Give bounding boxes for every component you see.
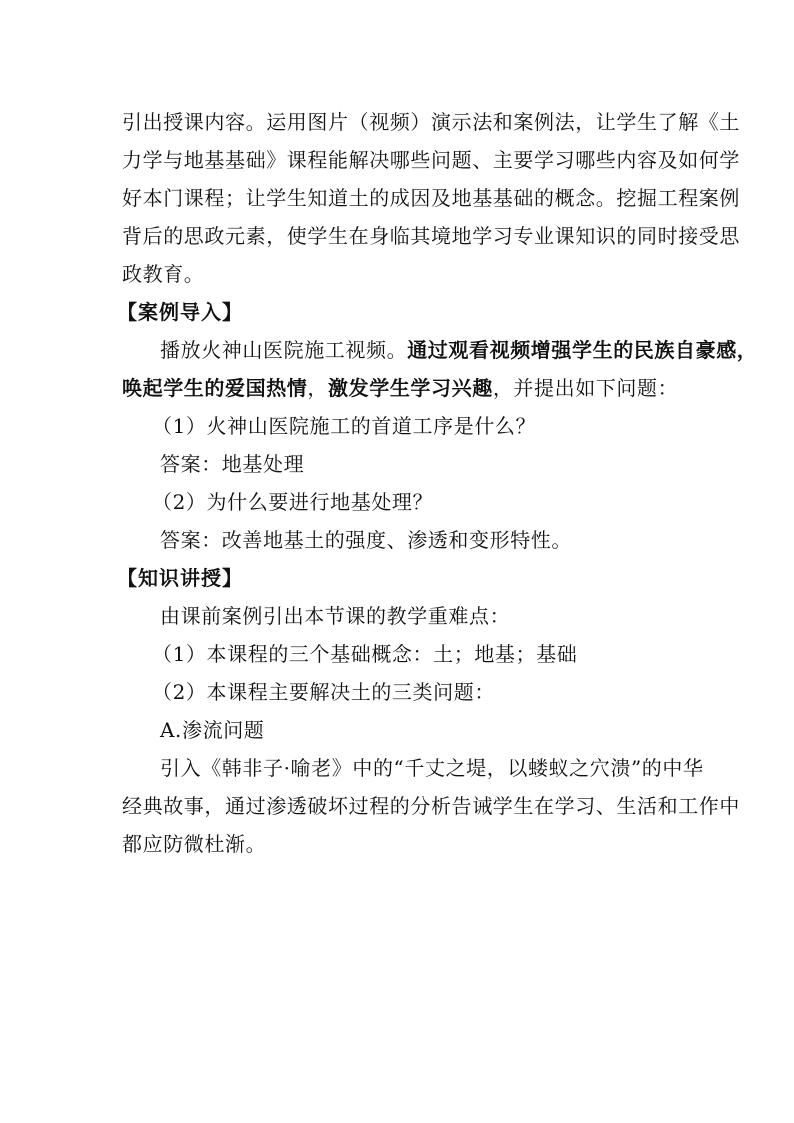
case-intro-line-2 <box>122 376 678 400</box>
story-line: 都应防微杜渐。 <box>122 832 267 856</box>
paragraph-line: 力学与地基基础》课程能解决哪些问题、主要学习哪些内容及如何学 <box>122 148 740 172</box>
case-intro-plain-a: ， <box>307 376 329 400</box>
case-intro-bold: 通过观看视频增强学生的民族自豪感， <box>407 338 758 362</box>
question-2: （2）为什么要进行地基处理？ <box>152 490 434 514</box>
paragraph-line: 引出授课内容。运用图片（视频）演示法和案例法，让学生了解《土 <box>122 110 740 134</box>
case-intro-bold-b: 激发学生学习兴趣 <box>328 376 493 400</box>
paragraph-line: 政教育。 <box>122 262 205 286</box>
knowledge-intro: 由课前案例引出本节课的教学重难点： <box>160 604 511 628</box>
paragraph-line: 好本门课程；让学生知道土的成因及地基基础的概念。挖掘工程案例 <box>122 186 740 210</box>
case-intro-plain: 播放火神山医院施工视频。 <box>160 338 408 362</box>
question-1: （1）火神山医院施工的首道工序是什么？ <box>152 414 537 438</box>
section-heading-case: 【案例导入】 <box>117 300 243 324</box>
answer-1: 答案：地基处理 <box>160 452 305 476</box>
knowledge-point-2: （2）本课程主要解决土的三类问题： <box>152 680 495 704</box>
case-intro-line-1 <box>160 338 757 362</box>
paragraph-line: 背后的思政元素，使学生在身临其境地学习专业课知识的同时接受思 <box>122 224 740 248</box>
case-intro-plain-b: ，并提出如下问题： <box>492 376 679 400</box>
answer-2: 答案：改善地基土的强度、渗透和变形特性。 <box>160 528 572 552</box>
story-line: 引入《韩非子·喻老》中的“千丈之堤，以蝼蚁之穴溃”的中华 <box>160 756 704 780</box>
knowledge-point-1: （1）本课程的三个基础概念：土；地基；基础 <box>152 642 578 666</box>
case-intro-bold-a: 唤起学生的爱国热情 <box>122 376 308 400</box>
knowledge-sub-a: A.渗流问题 <box>160 718 265 742</box>
story-line: 经典故事，通过渗透破坏过程的分析告诫学生在学习、生活和工作中 <box>122 794 740 818</box>
section-heading-knowledge: 【知识讲授】 <box>117 566 243 590</box>
